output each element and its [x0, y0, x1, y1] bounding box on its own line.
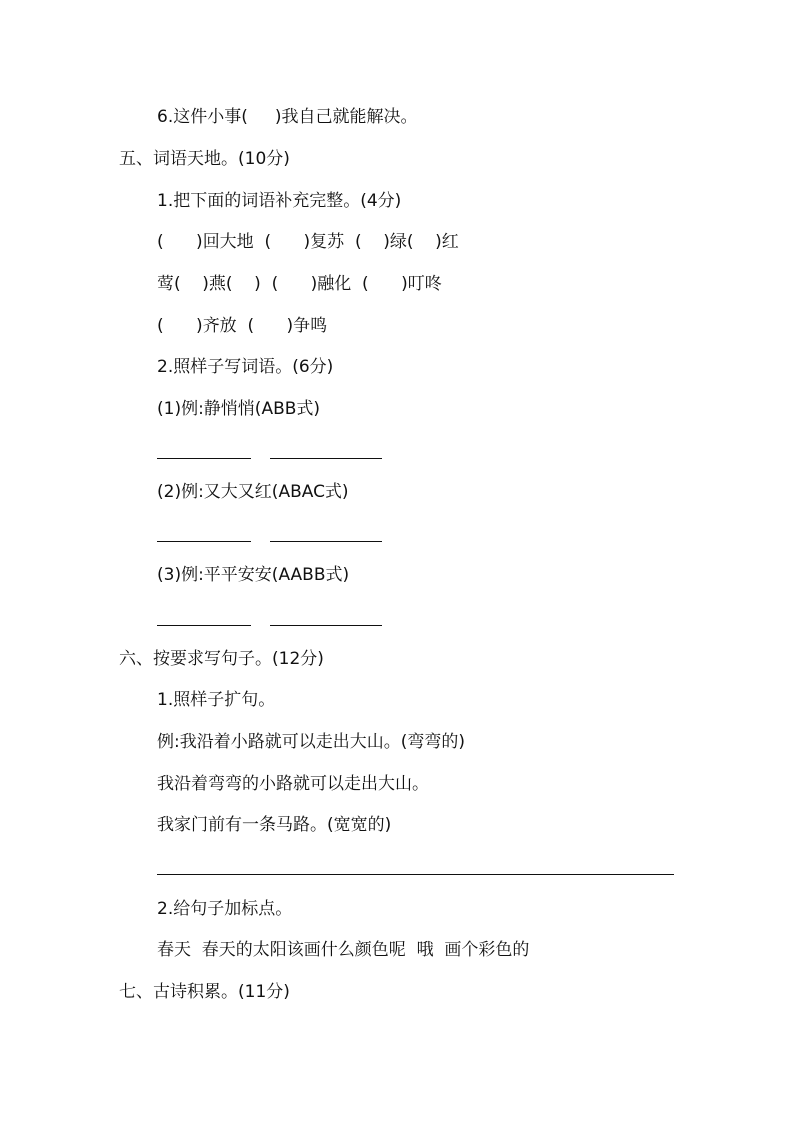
- answer-blank-abb-1[interactable]: [157, 458, 251, 459]
- question-5-1-prompt: 1.把下面的词语补充完整。(4分): [157, 191, 402, 211]
- question-5-2-prompt: 2.照样子写词语。(6分): [157, 357, 334, 377]
- answer-blank-abac-2[interactable]: [270, 541, 382, 542]
- answer-blank-aabb-2[interactable]: [270, 625, 382, 626]
- answer-line-expand[interactable]: [157, 874, 674, 875]
- question-6-2-prompt: 2.给句子加标点。: [157, 899, 293, 919]
- word-fill-row-3: ( )齐放 ( )争鸣: [157, 316, 328, 336]
- question-6-text: 6.这件小事( )我自己就能解决。: [157, 107, 418, 127]
- section-7-heading: 七、古诗积累。(11分): [119, 982, 290, 1002]
- word-fill-row-1: ( )回大地 ( )复苏 ( )绿( )红: [157, 232, 459, 252]
- example-abb: (1)例:静悄悄(ABB式): [157, 399, 321, 419]
- question-6-1-prompt: 1.照样子扩句。: [157, 690, 276, 710]
- section-5-heading: 五、词语天地。(10分): [119, 149, 290, 169]
- section-6-heading: 六、按要求写句子。(12分): [119, 649, 324, 669]
- example-aabb: (3)例:平平安安(AABB式): [157, 565, 350, 585]
- expand-task: 我家门前有一条马路。(宽宽的): [157, 815, 392, 835]
- punctuation-sentence: 春天 春天的太阳该画什么颜色呢 哦 画个彩色的: [157, 940, 530, 960]
- answer-blank-aabb-1[interactable]: [157, 625, 251, 626]
- example-abac: (2)例:又大又红(ABAC式): [157, 482, 349, 502]
- word-fill-row-2: 莺( )燕( ) ( )融化 ( )叮咚: [157, 274, 442, 294]
- answer-blank-abac-1[interactable]: [157, 541, 251, 542]
- expand-example-answer: 我沿着弯弯的小路就可以走出大山。: [157, 774, 429, 794]
- expand-example: 例:我沿着小路就可以走出大山。(弯弯的): [157, 732, 465, 752]
- answer-blank-abb-2[interactable]: [270, 458, 382, 459]
